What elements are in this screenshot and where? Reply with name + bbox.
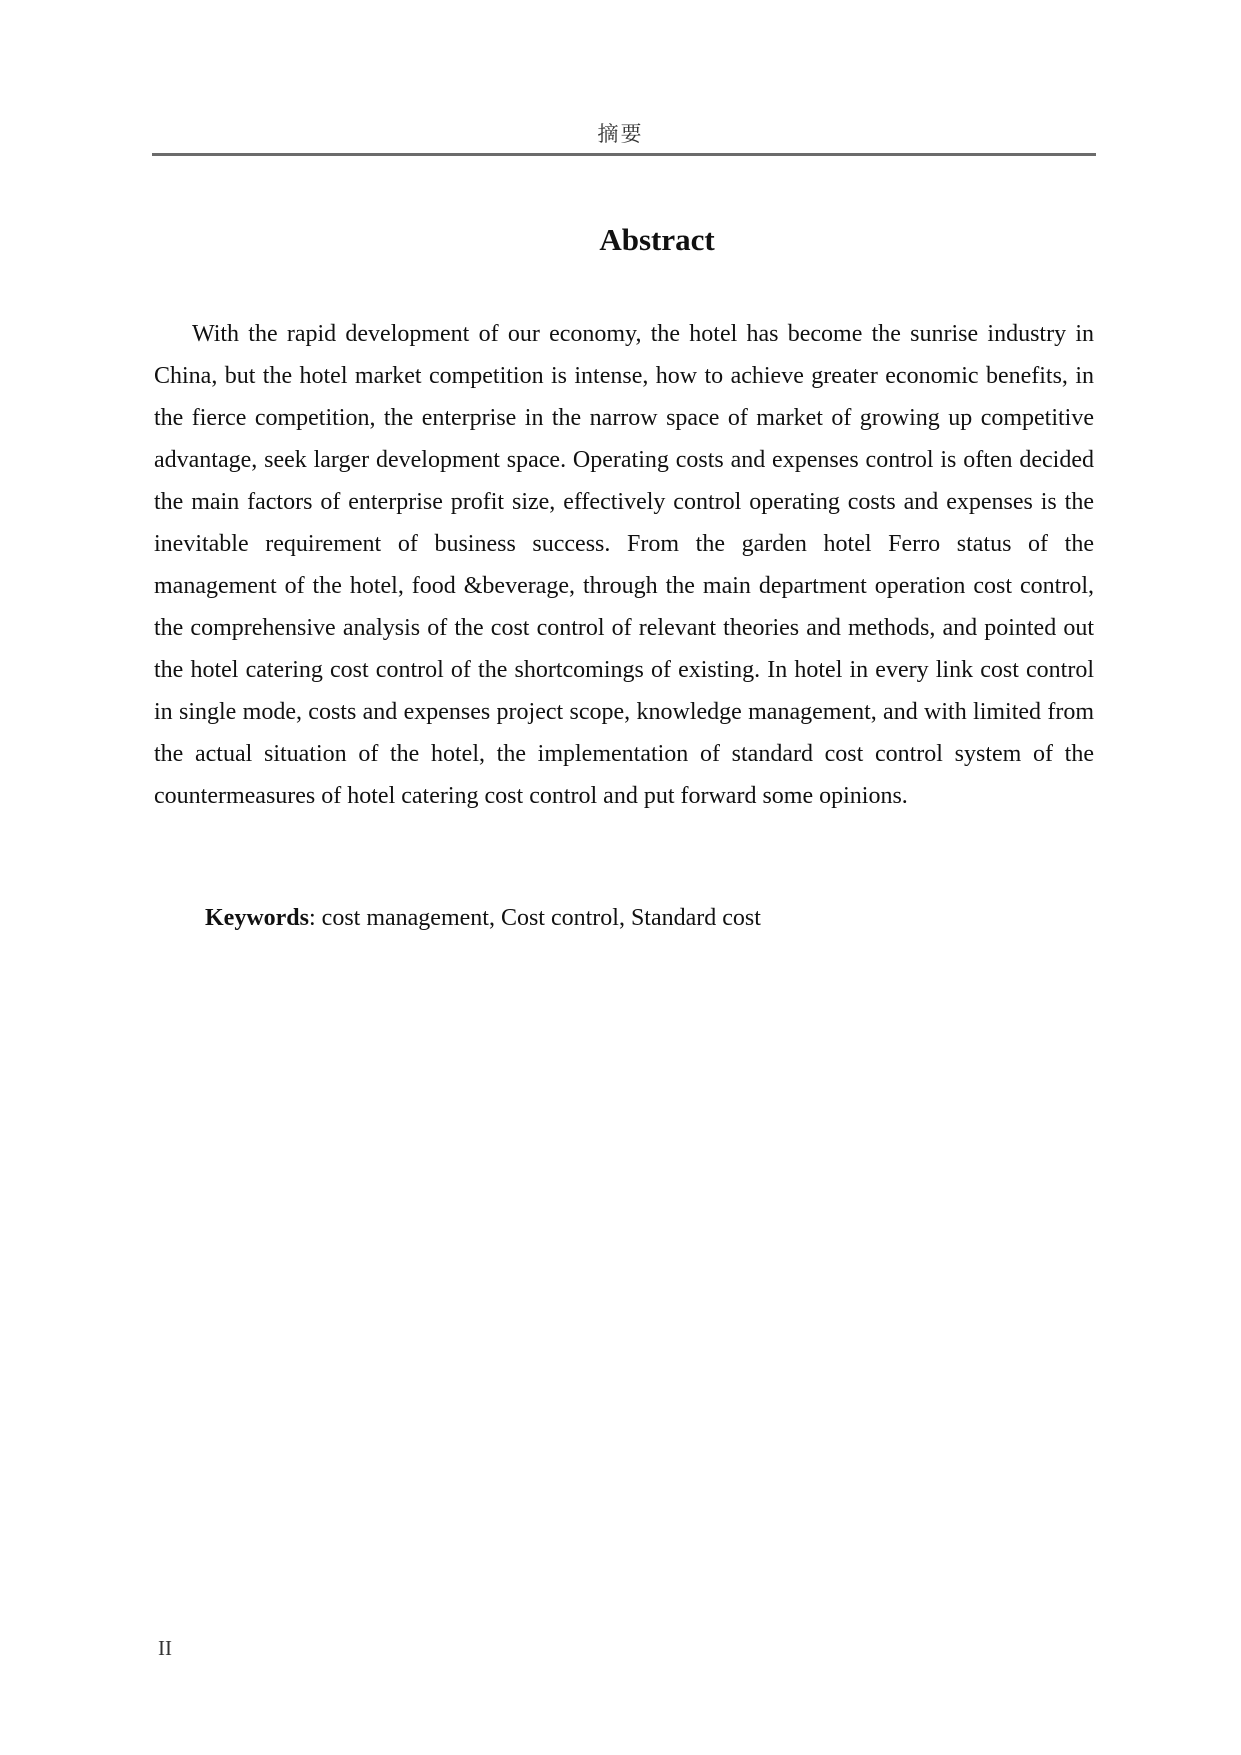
page-number: II bbox=[158, 1636, 172, 1660]
keywords-line bbox=[205, 897, 761, 939]
abstract-body: With the rapid development of our economy, the hotel has become the sunrise industry in China, but the hotel market competition is intense, how to achieve greater economic benefits, in the fierce competition, the enterprise in the narrow space of market of growing up competitive advantage, seek larger development space. Operating costs and expenses control is often decided the main factors of enterprise profit size, effectively control operating costs and expenses is the inevitable requirement of business success. From the garden hotel Ferro status of the management of the hotel, food &beverage, through the main department operation cost control, the comprehensive analysis of the cost control of relevant theories and methods, and pointed out the hotel catering cost control of the shortcomings of existing. In hotel in every link cost control in single mode, costs and expenses project scope, knowledge management, and with limited from the actual situation of the hotel, the implementation of standard cost control system of the countermeasures of hotel catering cost control and put forward some opinions. bbox=[154, 321, 1094, 809]
header-rule bbox=[152, 153, 1096, 156]
keywords-list: : cost management, Cost control, Standard cost bbox=[309, 905, 761, 931]
keywords-label: Keywords bbox=[205, 905, 309, 931]
abstract-title: Abstract bbox=[599, 222, 715, 257]
running-header: 摘要 bbox=[597, 122, 644, 146]
